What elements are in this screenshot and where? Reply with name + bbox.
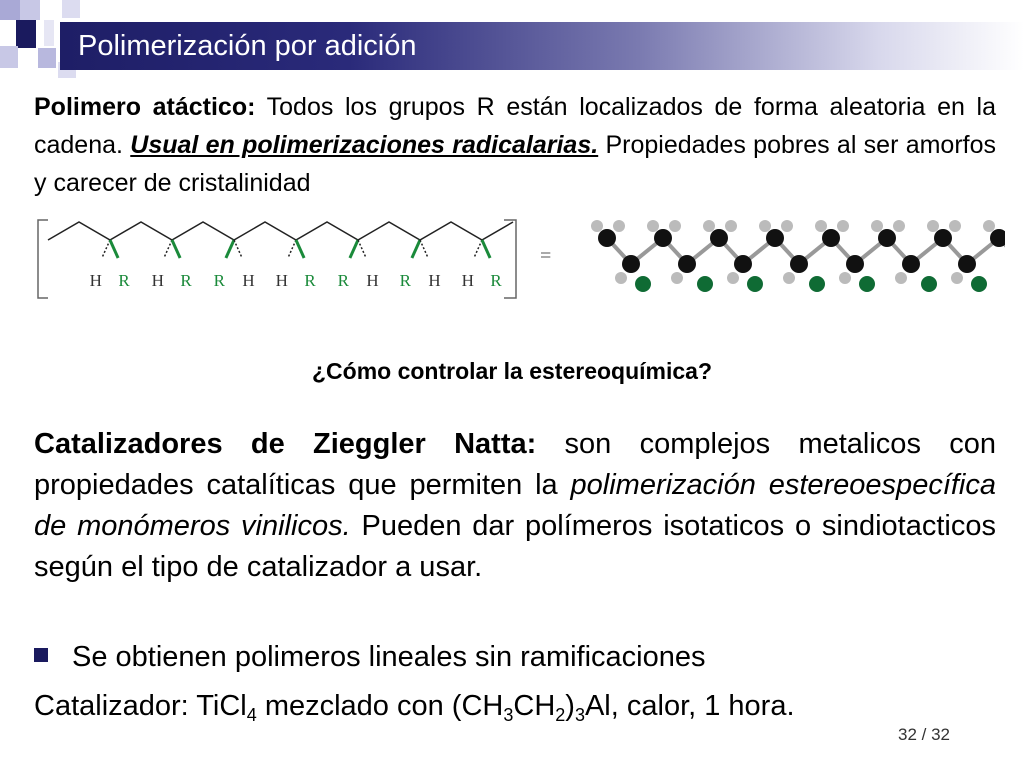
chlorine-atom	[971, 276, 987, 292]
r-group-bond	[296, 240, 304, 258]
r-group-label: R	[304, 271, 316, 290]
hydrogen-atom	[591, 220, 603, 232]
carbon-atom	[734, 255, 752, 273]
r-group-label: R	[337, 271, 349, 290]
hydrogen-label: H	[461, 271, 474, 290]
r-group-label: R	[490, 271, 502, 290]
bullet-item	[34, 637, 706, 677]
decor-square	[44, 20, 54, 46]
subscript: 3	[574, 705, 585, 725]
hydrogen-atom	[871, 220, 883, 232]
subscript: 4	[246, 705, 257, 725]
catalyst-text: Catalizador: TiCl	[34, 690, 247, 722]
atactic-text-2: Propiedades pobres al ser amorfos y carecer de cristalinidad	[34, 131, 997, 197]
carbon-atom	[654, 229, 672, 247]
hydrogen-atom	[893, 220, 905, 232]
hydrogen-label: H	[428, 271, 441, 290]
hydrogen-atom	[983, 220, 995, 232]
hydrogen-atom	[837, 220, 849, 232]
catalyst-text: CH	[513, 690, 556, 722]
hydrogen-atom	[725, 220, 737, 232]
carbon-atom	[934, 229, 952, 247]
decor-square	[38, 48, 56, 68]
chlorine-atom	[921, 276, 937, 292]
decor-square	[62, 0, 80, 18]
ziegler-natta-paragraph	[34, 424, 996, 588]
ziegler-text-2: Pueden dar polímeros isotaticos o sindiotacticos según el tipo de catalizador a usar.	[34, 510, 996, 583]
carbon-atom	[822, 229, 840, 247]
h-bond	[234, 240, 242, 258]
chlorine-atom	[809, 276, 825, 292]
r-group-bond	[172, 240, 180, 258]
stereochemistry-question: ¿Cómo controlar la estereoquímica?	[311, 358, 713, 384]
hydrogen-atom	[895, 272, 907, 284]
r-group-label: R	[213, 271, 225, 290]
carbon-atom	[598, 229, 616, 247]
carbon-atom	[766, 229, 784, 247]
hydrogen-label: H	[151, 271, 164, 290]
polymer-backbone	[48, 222, 513, 240]
catalyst-line	[34, 686, 795, 726]
hydrogen-label: H	[242, 271, 255, 290]
ziegler-natta-term: Catalizadores de Zieggler Natta:	[34, 428, 537, 460]
h-bond	[358, 240, 366, 258]
hydrogen-atom	[613, 220, 625, 232]
h-bond	[102, 240, 110, 258]
carbon-atom	[958, 255, 976, 273]
page-number: 32 / 32	[898, 725, 950, 744]
hydrogen-atom	[783, 272, 795, 284]
chlorine-atom	[747, 276, 763, 292]
r-group-bond	[110, 240, 118, 258]
carbon-atom	[878, 229, 896, 247]
carbon-atom	[622, 255, 640, 273]
atactic-paragraph	[34, 88, 996, 202]
hydrogen-label: H	[366, 271, 379, 290]
hydrogen-atom	[839, 272, 851, 284]
equals-sign: =	[540, 245, 552, 267]
r-group-bond	[412, 240, 420, 258]
carbon-atom	[678, 255, 696, 273]
catalyst-text: )	[565, 690, 575, 722]
chlorine-atom	[859, 276, 875, 292]
hydrogen-label: H	[275, 271, 288, 290]
h-bond	[288, 240, 296, 258]
h-bond	[474, 240, 482, 258]
hydrogen-atom	[727, 272, 739, 284]
hydrogen-atom	[927, 220, 939, 232]
hydrogen-atom	[647, 220, 659, 232]
r-group-label: R	[399, 271, 411, 290]
h-bond	[164, 240, 172, 258]
r-group-bond	[350, 240, 358, 258]
subscript: 3	[503, 705, 514, 725]
hydrogen-atom	[951, 272, 963, 284]
hydrogen-label: H	[89, 271, 102, 290]
bullet-text: Se obtienen polimeros lineales sin ramificaciones	[72, 641, 706, 673]
carbon-atom	[846, 255, 864, 273]
hydrogen-atom	[703, 220, 715, 232]
hydrogen-atom	[671, 272, 683, 284]
carbon-atom	[790, 255, 808, 273]
atactic-term: Polimero atáctico:	[34, 93, 256, 121]
h-bond	[420, 240, 428, 258]
hydrogen-atom	[781, 220, 793, 232]
atactic-text: Todos los grupos R están localizados de forma aleatoria en la cadena.	[34, 93, 996, 159]
decor-square	[16, 20, 36, 48]
decor-square	[0, 46, 18, 68]
atactic-polymer-figure	[30, 212, 1005, 322]
decor-square	[20, 0, 40, 20]
carbon-atom	[902, 255, 920, 273]
hydrogen-atom	[759, 220, 771, 232]
hydrogen-atom	[669, 220, 681, 232]
ziegler-italic: polimerización estereoespecífica de monómeros vinilicos.	[34, 469, 997, 542]
polymer-structure-svg	[30, 212, 1005, 322]
subscript: 2	[555, 705, 566, 725]
r-group-label: R	[180, 271, 192, 290]
chlorine-atom	[697, 276, 713, 292]
r-group-bond	[482, 240, 490, 258]
atactic-emphasis: Usual en polimerizaciones radicalarias.	[130, 131, 599, 159]
hydrogen-atom	[615, 272, 627, 284]
decor-square	[0, 0, 20, 20]
carbon-atom	[710, 229, 728, 247]
hydrogen-atom	[949, 220, 961, 232]
catalyst-text: mezclado con (CH	[256, 690, 504, 722]
r-group-bond	[226, 240, 234, 258]
r-group-label: R	[118, 271, 130, 290]
square-bullet-icon	[34, 648, 48, 662]
ziegler-text: son complejos metalicos con propiedades catalíticas que permiten la	[34, 428, 996, 501]
hydrogen-atom	[815, 220, 827, 232]
catalyst-text: Al, calor, 1 hora.	[584, 690, 795, 722]
chlorine-atom	[635, 276, 651, 292]
slide-title: Polimerización por adición	[78, 30, 417, 62]
